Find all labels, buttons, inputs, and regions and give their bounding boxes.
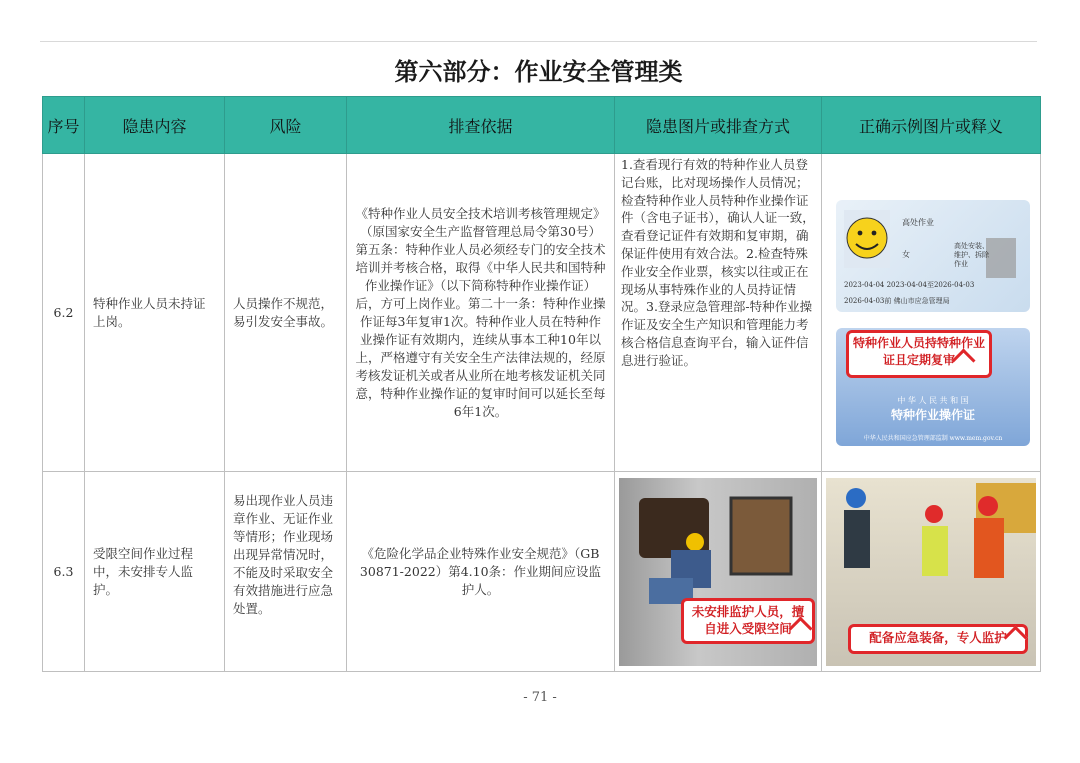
hazard-table — [42, 96, 1041, 672]
top-rule — [40, 41, 1037, 42]
table-row — [43, 472, 1041, 672]
row-basis: 《危险化学品企业特殊作业安全规范》（GB 30871-2022）第4.10条：作业期间应设监护人。 — [347, 472, 615, 672]
header-risk: 风险 — [225, 97, 347, 154]
row-risk: 易出现作业人员违章作业、无证作业等情形；作业现场出现异常情况时，不能及时采取安全有效措施进行应急处置。 — [225, 472, 347, 672]
cert-name: 特种作业操作证 — [890, 407, 975, 422]
row-example — [822, 154, 1041, 472]
cert-sex: 女 — [902, 249, 910, 259]
table-header-row — [43, 97, 1041, 154]
row-no: 6.2 — [43, 154, 85, 472]
cert-job: 高处作业 — [902, 217, 934, 227]
header-example: 正确示例图片或释义 — [822, 97, 1041, 154]
row-example-image — [822, 472, 1041, 672]
header-no: 序号 — [43, 97, 85, 154]
header-hazard: 隐患内容 — [85, 97, 225, 154]
safety-workers-photo — [826, 478, 1036, 628]
row-no: 6.3 — [43, 472, 85, 672]
row-hazard: 特种作业人员未持证上岗。 — [85, 154, 225, 472]
header-basis: 排查依据 — [347, 97, 615, 154]
row-hazard: 受限空间作业过程中，未安排专人监护。 — [85, 472, 225, 672]
cert-issuer: 中华人民共和国应急管理部监制 www.mem.gov.cn — [863, 434, 1003, 442]
page-title: 第六部分：作业安全管理类 — [394, 58, 683, 86]
header-method: 隐患图片或排查方式 — [615, 97, 822, 154]
cert-scope: 高处安装、维护、拆除作业 — [954, 241, 989, 268]
row-risk: 人员操作不规范，易引发安全事故。 — [225, 154, 347, 472]
table-row — [43, 154, 1041, 472]
row-basis: 《特种作业人员安全技术培训考核管理规定》（原国家安全生产监督管理总局令第30号）第五条：特种作业人员必须经专门的安全技术培训并考核合格，取得《中华人民共和国特种作业操作证》（以下简称特种作业操作证）后，方可上岗作业。第二十一条：特种作业操作证每3年复审1次。特种作业人员在特种作业操作证有效期内，连续从事本工种10年以上，严格遵守有关安全生产法律法规的，经原考核发证机关或者从业所在地考核发证机关同意，特种作业操作证的复审时间可以延长至每6年1次。 — [347, 154, 615, 472]
cert-dates2: 2026-04-03前 佛山市应急管理局 — [844, 296, 950, 305]
example-callout: 配备应急装备，专人监护 — [848, 624, 1028, 654]
method-callout: 未安排监护人员，擅自进入受限空间 — [681, 598, 815, 644]
page-number: - 71 - — [523, 690, 557, 705]
certificate-front-image — [836, 200, 1030, 312]
row-method-image — [615, 472, 822, 672]
example-callout: 特种作业人员持特种作业证且定期复审 — [846, 330, 992, 378]
cert-dates: 2023-04-04 2023-04-04至2026-04-03 — [844, 280, 975, 289]
cert-country: 中 华 人 民 共 和 国 — [897, 395, 969, 405]
row-method: 1.查看现行有效的特种作业人员登记台账，比对现场操作人员情况；检查特种作业人员特种作业操作证件（含电子证书），确认人证一致，查看登记证件有效期和复审期，确保证件使用有效合法。2.检查特殊作业安全作业票，核实以往或正在现场从事特殊作业的人员持证情况。3.登录应急管理部-特种作业操作证及安全生产知识和管理能力考核合格信息查询平台，输入证件信息进行验证。 — [615, 154, 822, 472]
